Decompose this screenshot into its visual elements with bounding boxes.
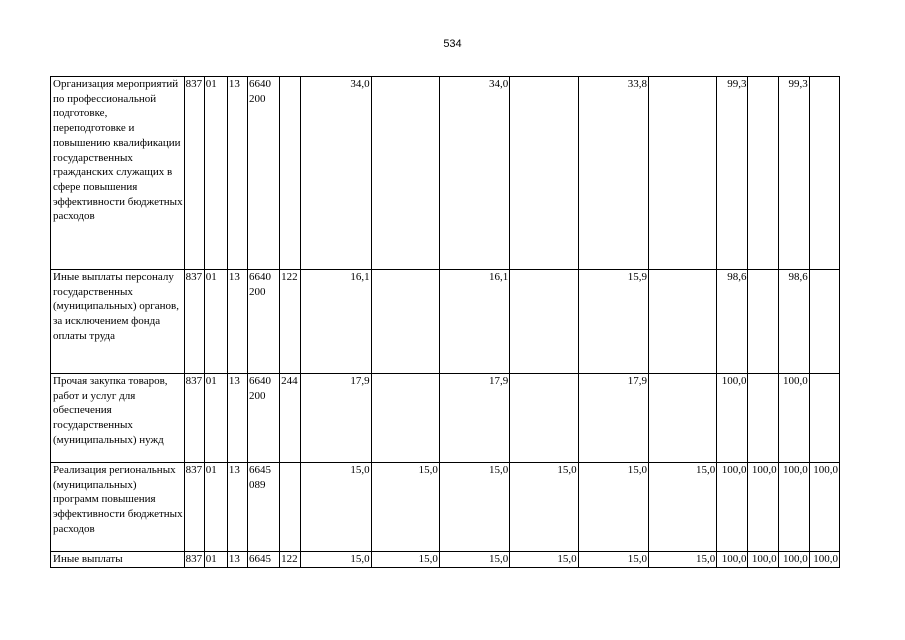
percent-cell: 98,6 — [778, 270, 809, 374]
amount-cell: 15,0 — [301, 463, 371, 552]
subsection-code: 13 — [227, 374, 247, 463]
percent-cell — [748, 77, 778, 270]
ministry-code: 837 — [184, 270, 204, 374]
amount-cell: 16,1 — [301, 270, 371, 374]
expense-type-code — [280, 463, 301, 552]
percent-cell: 100,0 — [778, 552, 809, 568]
section-code: 01 — [204, 463, 227, 552]
amount-cell: 15,0 — [578, 552, 648, 568]
ministry-code: 837 — [184, 552, 204, 568]
percent-cell: 100,0 — [809, 463, 839, 552]
amount-cell: 15,0 — [371, 463, 439, 552]
expense-type-code — [280, 77, 301, 270]
percent-cell: 100,0 — [717, 552, 748, 568]
percent-cell: 100,0 — [717, 463, 748, 552]
expense-type-code: 122 — [280, 270, 301, 374]
target-code: 6645 — [247, 552, 279, 568]
percent-cell: 100,0 — [748, 463, 778, 552]
subsection-code: 13 — [227, 463, 247, 552]
amount-cell — [510, 374, 578, 463]
subsection-code: 13 — [227, 77, 247, 270]
percent-cell — [748, 374, 778, 463]
amount-cell: 17,9 — [301, 374, 371, 463]
amount-cell: 15,9 — [578, 270, 648, 374]
percent-cell: 100,0 — [809, 552, 839, 568]
amount-cell: 17,9 — [439, 374, 509, 463]
percent-cell: 100,0 — [778, 374, 809, 463]
percent-cell: 99,3 — [778, 77, 809, 270]
table-row — [51, 463, 840, 552]
amount-cell — [648, 374, 716, 463]
target-code: 6640 200 — [247, 270, 279, 374]
budget-table — [50, 76, 840, 568]
section-code: 01 — [204, 77, 227, 270]
percent-cell: 98,6 — [717, 270, 748, 374]
section-code: 01 — [204, 270, 227, 374]
percent-cell — [748, 270, 778, 374]
row-name: Прочая закупка товаров, работ и услуг для обеспечения государственных (муниципальных) нужд — [51, 374, 185, 463]
ministry-code: 837 — [184, 77, 204, 270]
amount-cell — [371, 77, 439, 270]
subsection-code: 13 — [227, 270, 247, 374]
amount-cell: 15,0 — [578, 463, 648, 552]
amount-cell — [510, 270, 578, 374]
subsection-code: 13 — [227, 552, 247, 568]
section-code: 01 — [204, 552, 227, 568]
amount-cell — [648, 270, 716, 374]
percent-cell: 100,0 — [748, 552, 778, 568]
amount-cell — [648, 77, 716, 270]
amount-cell: 15,0 — [439, 463, 509, 552]
row-name: Иные выплаты — [51, 552, 185, 568]
percent-cell — [809, 77, 839, 270]
table-row — [51, 270, 840, 374]
amount-cell — [510, 77, 578, 270]
amount-cell: 33,8 — [578, 77, 648, 270]
section-code: 01 — [204, 374, 227, 463]
percent-cell: 100,0 — [778, 463, 809, 552]
row-name: Организация мероприятий по профессиональной подготовке, переподготовке и повышению квалификации государственных гражданских служащих в сфере повышения эффективности бюджетных расходов — [51, 77, 185, 270]
page-number: 534 — [443, 38, 462, 50]
amount-cell — [371, 270, 439, 374]
amount-cell: 15,0 — [301, 552, 371, 568]
ministry-code: 837 — [184, 463, 204, 552]
amount-cell: 34,0 — [439, 77, 509, 270]
table-row — [51, 552, 840, 568]
amount-cell: 15,0 — [439, 552, 509, 568]
amount-cell: 15,0 — [371, 552, 439, 568]
amount-cell: 15,0 — [510, 463, 578, 552]
percent-cell: 100,0 — [717, 374, 748, 463]
amount-cell: 34,0 — [301, 77, 371, 270]
percent-cell — [809, 270, 839, 374]
table-row — [51, 77, 840, 270]
target-code: 6640 200 — [247, 77, 279, 270]
table-row — [51, 374, 840, 463]
percent-cell: 99,3 — [717, 77, 748, 270]
amount-cell — [371, 374, 439, 463]
row-name: Реализация региональных (муниципальных) программ повышения эффективности бюджетных расходов — [51, 463, 185, 552]
percent-cell — [809, 374, 839, 463]
row-name: Иные выплаты персоналу государственных (муниципальных) органов, за исключением фонда оплаты труда — [51, 270, 185, 374]
amount-cell: 15,0 — [510, 552, 578, 568]
expense-type-code: 122 — [280, 552, 301, 568]
target-code: 6640 200 — [247, 374, 279, 463]
amount-cell: 17,9 — [578, 374, 648, 463]
amount-cell: 16,1 — [439, 270, 509, 374]
expense-type-code: 244 — [280, 374, 301, 463]
amount-cell: 15,0 — [648, 463, 716, 552]
ministry-code: 837 — [184, 374, 204, 463]
amount-cell: 15,0 — [648, 552, 716, 568]
target-code: 6645 089 — [247, 463, 279, 552]
